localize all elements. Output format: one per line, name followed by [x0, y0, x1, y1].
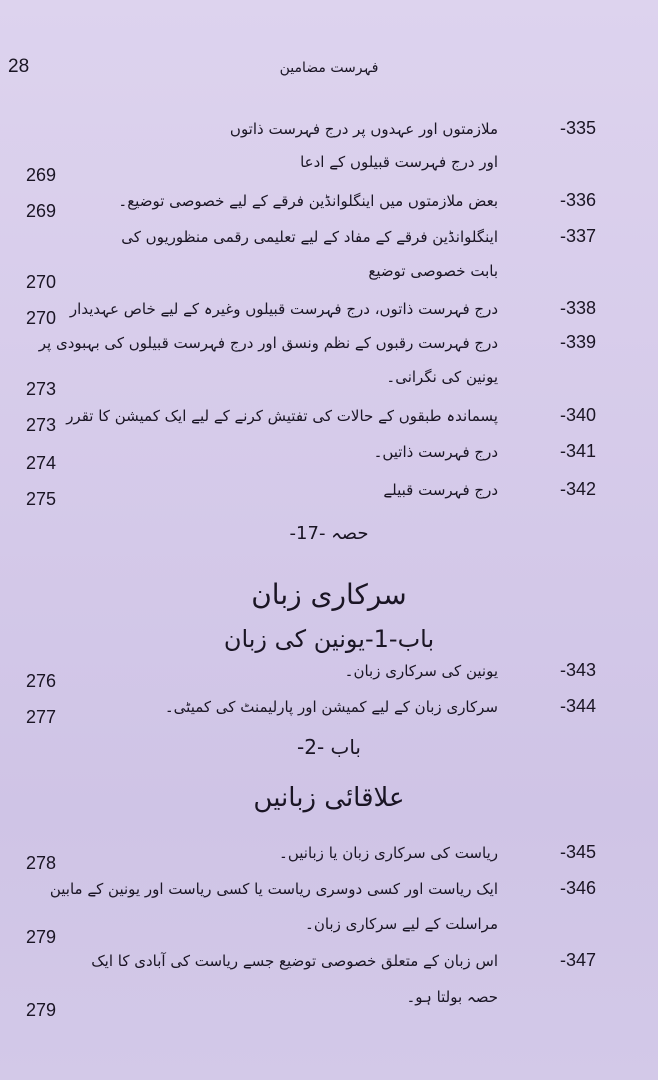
entry-title: یونین کی نگرانی۔	[386, 368, 498, 386]
entry-title: بعض ملازمتوں میں اینگلوانڈین فرقے کے لیے خصوصی توضیع۔	[118, 192, 498, 210]
article-number: -335	[559, 118, 596, 138]
article-number: -342	[559, 479, 596, 499]
page-ref: 275	[26, 489, 57, 509]
page-ref: 274	[26, 453, 57, 473]
entry-title: درج فہرست قبیلے	[383, 481, 498, 499]
entry-title: اس زبان کے متعلق خصوصی توضیع جسے ریاست کی آبادی کا ایک	[91, 952, 498, 970]
page-ref: 269	[26, 201, 57, 221]
entry-title: اینگلوانڈین فرقے کے مفاد کے لیے تعلیمی رقمی منظوریوں کی	[121, 228, 498, 246]
article-number: -346	[559, 878, 596, 898]
article-number: -337	[559, 226, 596, 246]
article-number: -340	[559, 405, 596, 425]
entry-title: سرکاری زبان کے لیے کمیشن اور پارلیمنٹ کی کمیٹی۔	[164, 698, 498, 716]
entry-title: حصہ بولتا ہو۔	[406, 988, 498, 1006]
entry-title: یونین کی سرکاری زبان۔	[344, 662, 498, 680]
page-ref: 273	[26, 415, 57, 435]
article-number: -343	[559, 660, 596, 680]
article-number: -347	[559, 950, 596, 970]
entry-title: درج فہرست رقبوں کے نظم ونسق اور درج فہرست قبیلوں کی بہبودی پر	[38, 334, 498, 352]
page-ref: 276	[26, 671, 57, 691]
entry-title: ملازمتوں اور عہدوں پر درج فہرست ذاتوں	[229, 120, 498, 138]
article-number: -344	[559, 696, 596, 716]
entry-title: درج فہرست ذاتوں، درج فہرست قبیلوں وغیرہ کے لیے خاص عہدیدار	[69, 300, 498, 318]
page-ref: 270	[26, 272, 57, 292]
page-ref: 269	[26, 165, 57, 185]
chapter-2-heading: باب -2-	[296, 735, 361, 759]
page-ref: 273	[26, 379, 57, 399]
entry-title: ریاست کی سرکاری زبان یا زبانیں۔	[279, 844, 498, 862]
page-ref: 279	[26, 1000, 57, 1020]
article-number: -341	[559, 441, 596, 461]
article-number: -336	[559, 190, 596, 210]
entry-title: مراسلت کے لیے سرکاری زبان۔	[305, 915, 498, 933]
page-ref: 277	[26, 707, 57, 727]
page-ref: 279	[26, 927, 57, 947]
chapter-2-title: علاقائی زبانیں	[253, 783, 405, 813]
running-header: فہرست مضامین	[279, 60, 379, 76]
entry-title: پسماندہ طبقوں کے حالات کی تفتیش کرنے کے لیے ایک کمیشن کا تقرر	[66, 407, 498, 425]
entry-title: بابت خصوصی توضیع	[368, 262, 498, 280]
article-number: -345	[559, 842, 596, 862]
chapter-1-heading: باب-1-یونین کی زبان	[223, 625, 435, 653]
entry-title: درج فہرست ذاتیں۔	[373, 443, 498, 461]
page-ref: 270	[26, 308, 57, 328]
entry-title: اور درج فہرست قبیلوں کے ادعا	[300, 153, 498, 171]
article-number: -338	[559, 298, 596, 318]
part-heading: حصہ -17-	[289, 523, 369, 544]
part-title: سرکاری زبان	[251, 578, 407, 611]
page-ref: 278	[26, 853, 57, 873]
entry-title: ایک ریاست اور کسی دوسری ریاست یا کسی ریاست اور یونین کے مابین	[49, 880, 498, 898]
article-number: -339	[559, 332, 596, 352]
page-number: 28	[8, 56, 30, 77]
